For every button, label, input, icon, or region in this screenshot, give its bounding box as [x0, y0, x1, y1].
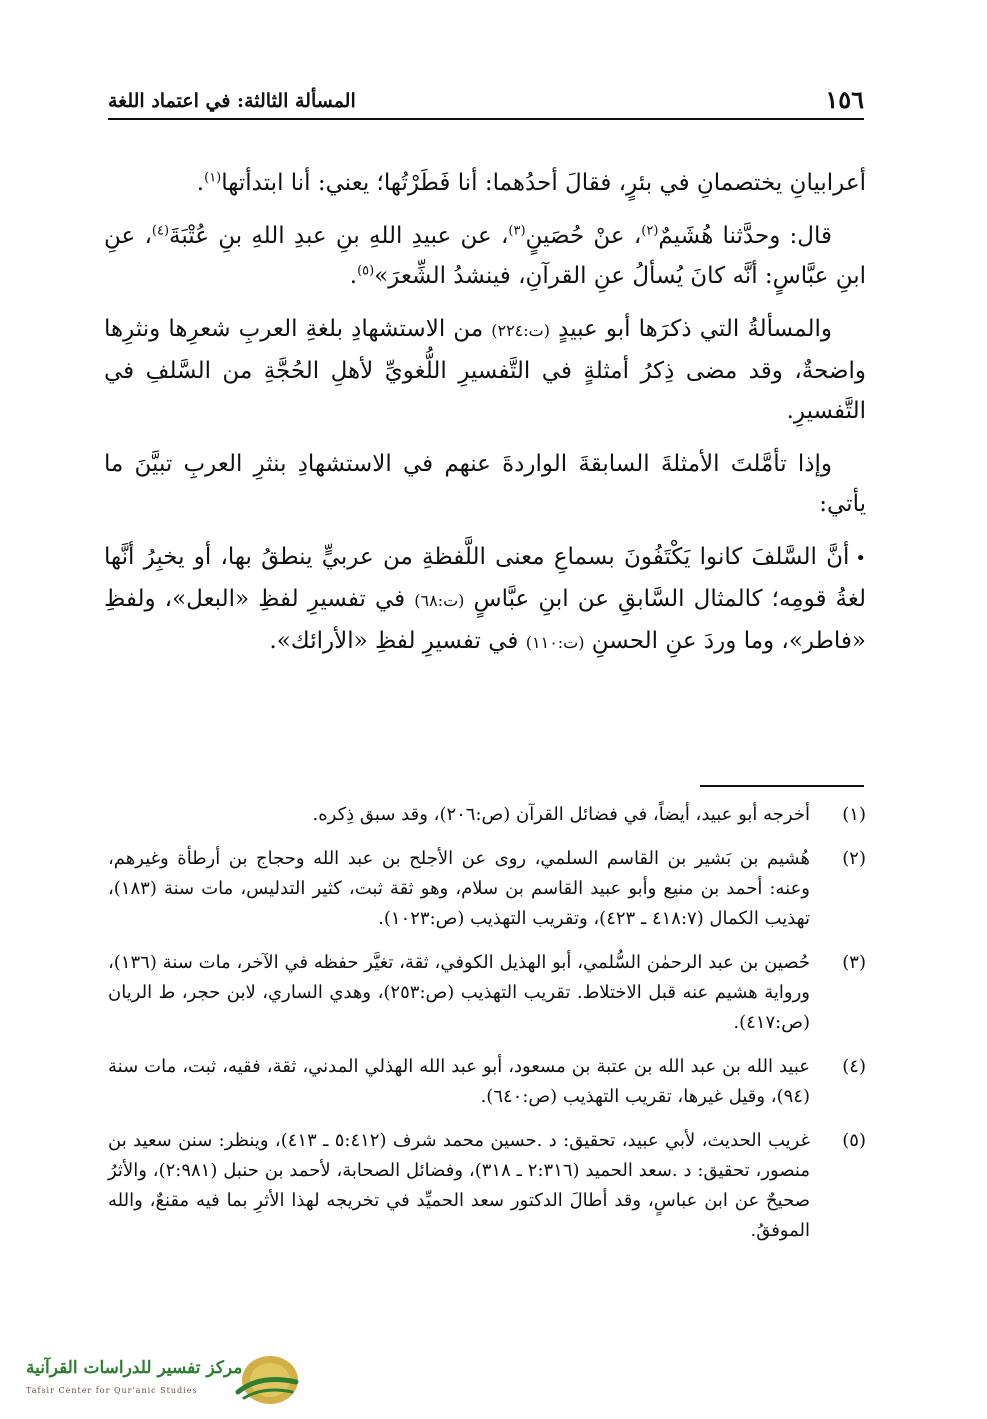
- footnote-5: [108, 1126, 866, 1246]
- p2-text-d: ، عنِ ابنِ عبَّاسٍ: أنَّه كانَ يُسألُ عنِ القرآنِ، فينشدُ الشِّعرَ»: [104, 223, 866, 289]
- footnote-number: (٥): [842, 1130, 866, 1151]
- logo-emblem-icon: [230, 1352, 302, 1408]
- paragraph-3: [104, 309, 866, 431]
- footnotes: [108, 800, 866, 1260]
- footnote-number: (٣): [842, 952, 866, 973]
- running-title: المسألة الثالثة: في اعتماد اللغة: [108, 90, 356, 112]
- bullet-paragraph: [104, 537, 866, 663]
- p2-text-e: .: [349, 263, 358, 289]
- footnote-ref-4[interactable]: (٤): [151, 223, 170, 239]
- p2-text-b: ، عنْ حُصَينٍ: [525, 223, 642, 249]
- footnote-text: هُشيم بن بَشير بن القاسم السلمي، روى عن الأجلح بن عبد الله وحجاج بن أرطأة وغيرهم، وعنه: أحمد بن منيع وأبو عبيد القاسم بن سلام، وهو ثقة ثبت، كثير التدليس، مات سنة (١٨٣)، تهذيب الكمال (٤١٨:٧ ـ ٤٢٣)، وتقريب التهذيب (ص:١٠٢٣).: [108, 848, 810, 929]
- footnote-separator: [700, 785, 864, 787]
- tafsir-center-logo: [18, 1352, 308, 1408]
- death-date-abu-ubaid: (ت:٢٢٤): [491, 321, 550, 340]
- p1-end: .: [196, 170, 205, 196]
- page-header: [108, 84, 864, 120]
- paragraph-4: [104, 444, 866, 524]
- footnote-ref-1[interactable]: (١): [204, 170, 222, 186]
- footnote-number: (٤): [842, 1056, 866, 1077]
- footnote-text: أخرجه أبو عبيد، أيضاً، في فضائل القرآن (ص:٢٠٦)، وقد سبق ذِكره.: [312, 804, 810, 825]
- footnote-number: (٢): [842, 848, 866, 869]
- footnote-text: حُصين بن عبد الرحمٰن السُّلمي، أبو الهذيل الكوفي، ثقة، تغيَّر حفظه في الآخر، مات سنة (١٣٦)، ورواية هشيم عنه قبل الاختلاط. تقريب التهذيب (ص:٢٥٣)، وهدي الساري، لابن حجر، ط الريان (ص:٤١٧).: [108, 952, 810, 1033]
- footnote-3: [108, 948, 866, 1038]
- death-date-ibn-abbas: (ت:٦٨): [414, 591, 465, 610]
- p5-text-a: أنَّ السَّلفَ كانوا يَكْتَفُونَ بسماعِ معنى اللَّفظةِ من عربيٍّ ينطقُ بها، أو يخبِرُ أنَّها لغةُ قومِه؛ كالمثال السَّابقِ عن ابنِ عبَّاسٍ: [104, 544, 866, 612]
- p5-text-c: في تفسيرِ لفظِ «الأرائك».: [269, 628, 519, 654]
- bullet-icon: •: [855, 548, 866, 569]
- footnote-ref-3[interactable]: (٣): [508, 223, 526, 239]
- main-text: [104, 163, 866, 676]
- p5-text-b: في تفسيرِ لفظِ «البعل»، ولفظِ «فاطر»، وما وردَ عنِ الحسنِ: [104, 586, 866, 654]
- footnote-ref-5[interactable]: (٥): [357, 263, 375, 279]
- logo-arabic-text: مركز تفسير للدراسات القرآنية: [26, 1358, 243, 1378]
- paragraph-1: [104, 163, 866, 203]
- death-date-hasan: (ت:١١٠): [525, 633, 585, 652]
- p1-text: أعرابيانِ يختصمانِ في بئرٍ، فقالَ أحدُهما: أنا فَطَرْتُها؛ يعني: أنا ابتدأتها: [221, 170, 866, 196]
- page-number: ١٥٦: [825, 85, 864, 114]
- footnote-number: (١): [842, 804, 866, 825]
- footnote-text: غريب الحديث، لأبي عبيد، تحقيق: د .حسين محمد شرف (٥:٤١٢ ـ ٤١٣)، وينظر: سنن سعيد بن منصور، تحقيق: د .سعد الحميد (٢:٣١٦ ـ ٣١٨)، وفضائل الصحابة، لأحمد بن حنبل (٢:٩٨١)، والأثرُ صحيحٌ عن ابن عباسٍ، وقد أطالَ الدكتور سعد الحميِّد في تخريجه لهذا الأثرِ بما فيه مقنعٌ، والله الموفقُ.: [108, 1130, 811, 1241]
- paragraph-2: [104, 216, 866, 296]
- footnote-2: [108, 844, 866, 934]
- p2-text-c: ، عن عبيدِ اللهِ بنِ عبدِ اللهِ بنِ عُتْبَةَ: [169, 223, 509, 249]
- p3-text-b: من الاستشهادِ بلغةِ العربِ شعرِها ونثرِها واضحةٌ، وقد مضى ذِكرُ أمثلةٍ في التَّفسيرِ اللُّغويِّ لأهلِ الحُجَّةِ من السَّلفِ في التَّفسيرِ.: [104, 316, 866, 424]
- footnote-4: [108, 1052, 866, 1112]
- logo-english-text: Tafsir Center for Qur'anic Studies: [26, 1386, 198, 1395]
- footnote-1: [108, 800, 866, 830]
- footnote-text: عبيد الله بن عبد الله بن عتبة بن مسعود، أبو عبد الله الهذلي المدني، ثقة، فقيه، ثبت، مات سنة (٩٤)، وقيل غيرها، تقريب التهذيب (ص:٦٤٠).: [108, 1056, 810, 1107]
- p3-text-a: والمسألةُ التي ذكرَها أبو عبيدٍ: [558, 316, 832, 342]
- p2-text-a: قال: وحدَّثنا هُشَيمٌ: [658, 223, 832, 249]
- p4-text: وإذا تأمَّلتَ الأمثلةَ السابقةَ الواردةَ عنهم في الاستشهادِ بنثرِ العربِ تبيَّنَ ما يأتي:: [104, 451, 866, 517]
- footnote-ref-2[interactable]: (٢): [641, 223, 659, 239]
